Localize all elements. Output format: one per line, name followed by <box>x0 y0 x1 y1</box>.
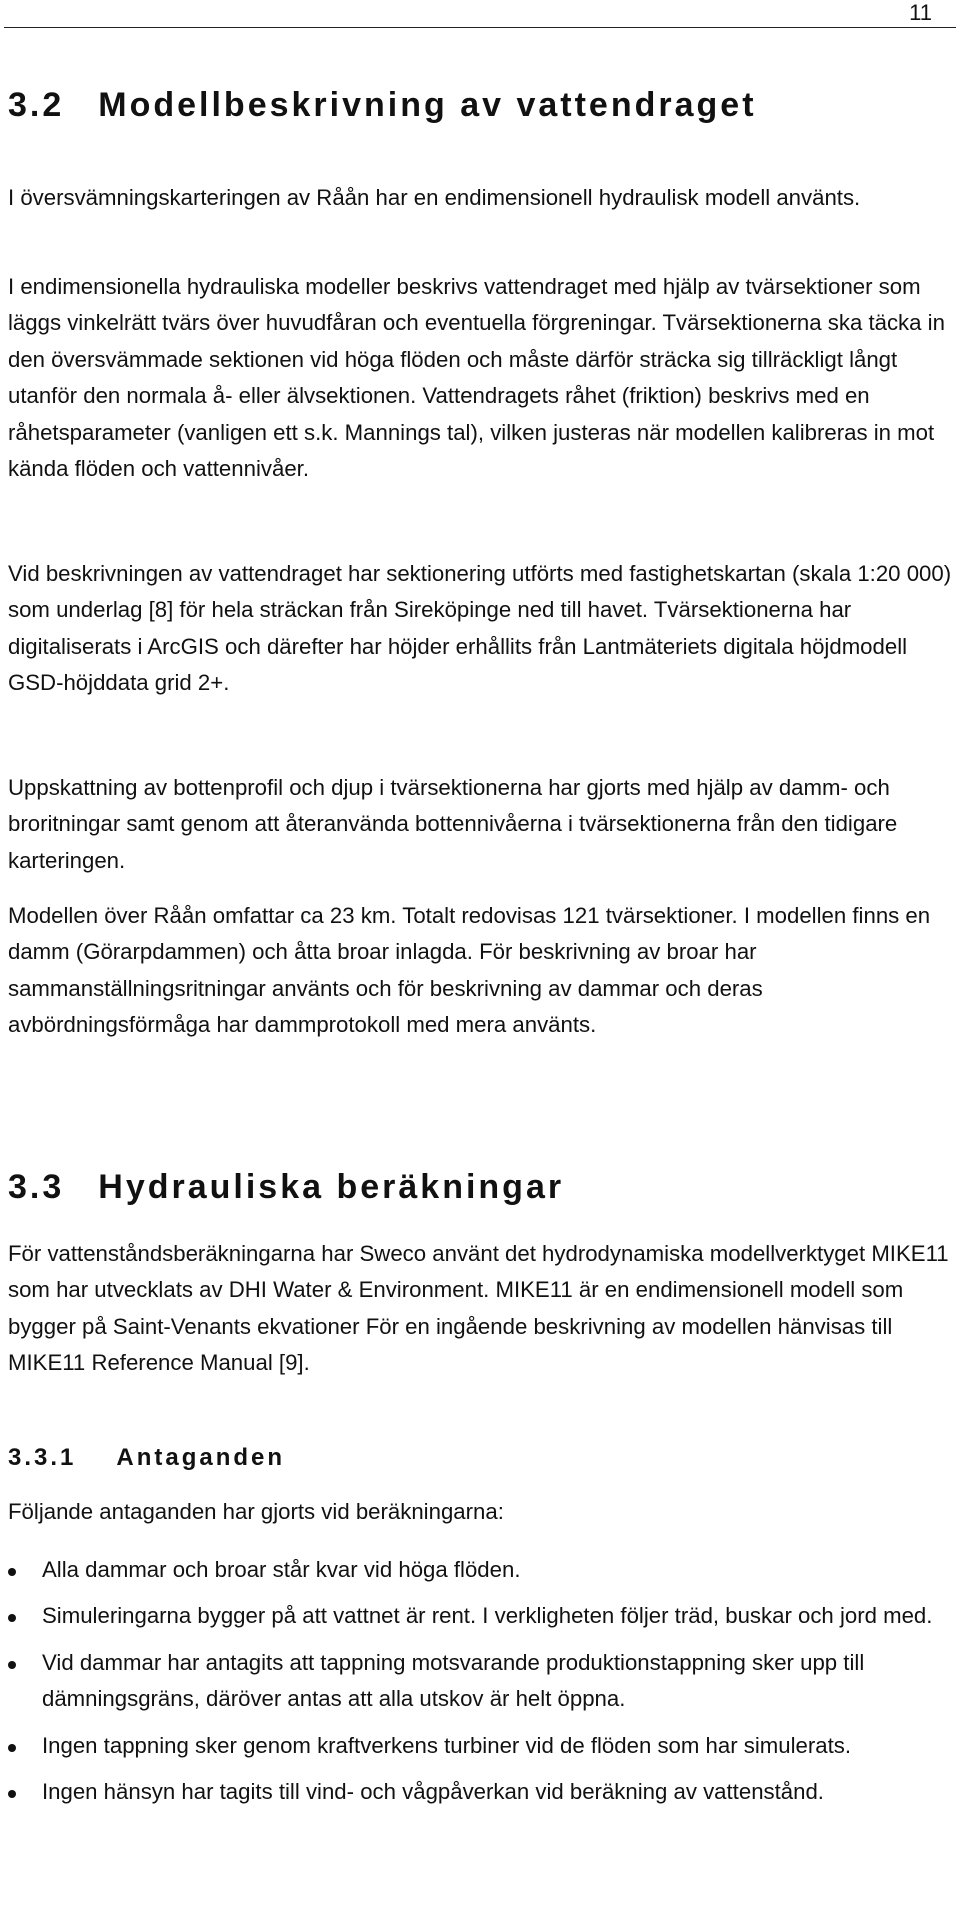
list-item <box>0 1552 956 1588</box>
paragraph: Uppskattning av bottenprofil och djup i tvärsektionerna har gjorts med hjälp av damm- och broritningar samt genom att återanvända bottennivåerna i tvärsektionerna från den tidigare karteringen. <box>8 775 898 873</box>
section-title: Modellbeskrivning av vattendraget <box>98 86 757 124</box>
list-item <box>0 1774 956 1810</box>
bullet-icon <box>8 1744 16 1752</box>
list-item-text: Vid dammar har antagits att tappning motsvarande produktionstappning sker upp till dämningsgräns, däröver antas att alla utskov är helt öppna. <box>42 1649 865 1712</box>
section-title: Antaganden <box>116 1444 286 1471</box>
list-item-text: Ingen tappning sker genom kraftverkens turbiner vid de flöden som har simulerats. <box>42 1732 852 1758</box>
paragraph: I översvämningskarteringen av Råån har en endimensionell hydraulisk modell använts. <box>8 185 861 210</box>
assumptions-list <box>0 1552 956 1820</box>
section-3-3-heading <box>8 1168 564 1207</box>
list-item-text: Alla dammar och broar står kvar vid höga flöden. <box>42 1557 521 1582</box>
paragraph: Vid beskrivningen av vattendraget har sektionering utförts med fastighetskartan (skala 1:20 000) som underlag [8] för hela sträckan från Sireköpinge ned till havet. Tvärsektionerna har digitaliserats i ArcGIS och därefter har höjder erhållits från Lantmäteriets digitala höjdmodell GSD-höjddata grid 2+. <box>8 561 952 696</box>
section-title: Hydrauliska beräkningar <box>98 1168 565 1206</box>
subsection-3-3-1-heading <box>8 1444 285 1472</box>
bullet-icon <box>8 1661 16 1669</box>
list-item <box>0 1645 956 1718</box>
list-item <box>0 1598 956 1634</box>
page-number: 11 <box>909 0 932 25</box>
paragraph: Modellen över Råån omfattar ca 23 km. Totalt redovisas 121 tvärsektioner. I modellen finns en damm (Görarpdammen) och åtta broar inlagda. För beskrivning av broar har sammanställningsritningar använts och för beskrivning av dammar och deras avbördningsförmåga har dammprotokoll med mera använts. <box>8 903 931 1038</box>
bullet-icon <box>8 1790 16 1798</box>
section-number: 3.3.1 <box>8 1444 77 1471</box>
intro-text: Följande antaganden har gjorts vid beräkningarna: <box>8 1499 504 1524</box>
section-3-2-heading <box>8 86 757 125</box>
list-item-text: Ingen hänsyn har tagits till vind- och vågpåverkan vid beräkning av vattenstånd. <box>42 1779 824 1805</box>
bullet-icon <box>8 1614 16 1622</box>
paragraph: I endimensionella hydrauliska modeller beskrivs vattendraget med hjälp av tvärsektioner som läggs vinkelrätt tvärs över huvudfåran och eventuella förgreningar. Tvärsektionerna ska täcka in den översvämmade sektionen vid höga flöden och måste därför sträcka sig tillräckligt långt utanför den normala å- eller älvsektionen. Vattendragets råhet (friktion) beskrivs med en råhetsparameter (vanligen ett s.k. Mannings tal), vilken justeras när modellen kalibreras in mot kända flöden och vattennivåer. <box>8 274 945 482</box>
bullet-icon <box>8 1568 16 1576</box>
list-item <box>0 1728 956 1764</box>
header-divider <box>4 27 956 28</box>
section-number: 3.3 <box>8 1168 65 1206</box>
paragraph: För vattenståndsberäkningarna har Sweco använt det hydrodynamiska modellverktyget MIKE11 som har utvecklats av DHI Water & Environment. MIKE11 är en endimensionell modell som bygger på Saint-Venants ekvationer För en ingående beskrivning av modellen hänvisas till MIKE11 Reference Manual [9]. <box>8 1241 949 1376</box>
list-item-text: Simuleringarna bygger på att vattnet är rent. I verkligheten följer träd, buskar och jord med. <box>42 1603 933 1629</box>
section-number: 3.2 <box>8 86 65 124</box>
